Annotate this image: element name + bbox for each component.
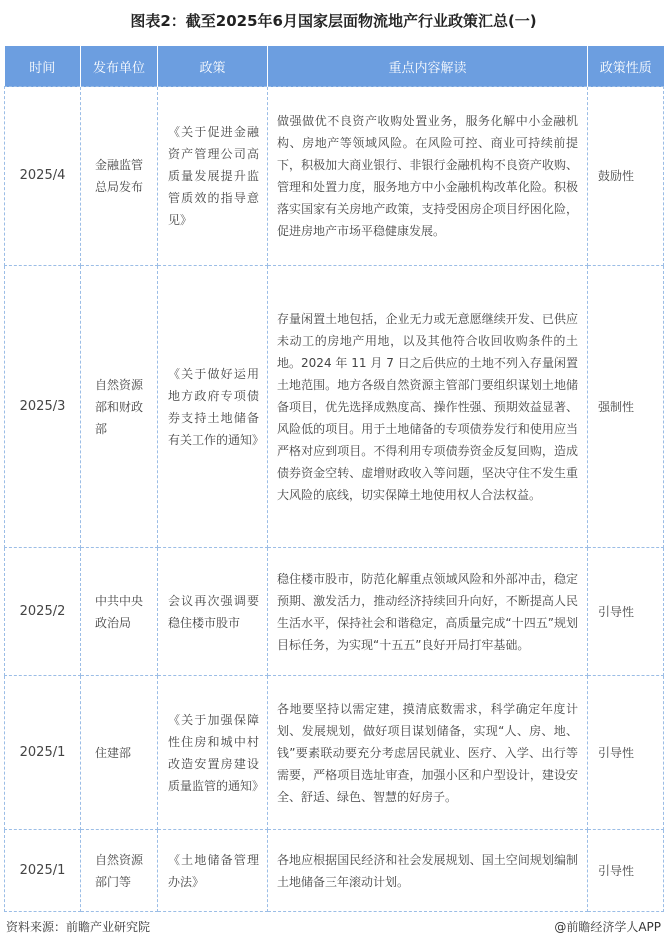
cell-policy: 《关于做好运用地方政府专项债券支持土地储备有关工作的通知》 xyxy=(158,266,268,548)
header-content: 重点内容解读 xyxy=(268,46,588,87)
cell-time: 2025/1 xyxy=(5,676,81,830)
cell-time: 2025/2 xyxy=(5,548,81,676)
cell-nature: 引导性 xyxy=(588,830,664,912)
cell-nature: 引导性 xyxy=(588,676,664,830)
cell-content: 各地应根据国民经济和社会发展规划、国土空间规划编制土地储备三年滚动计划。 xyxy=(268,830,588,912)
table-row xyxy=(5,87,664,266)
cell-nature: 鼓励性 xyxy=(588,87,664,266)
header-unit: 发布单位 xyxy=(81,46,158,87)
table-row xyxy=(5,548,664,676)
table-row xyxy=(5,676,664,830)
cell-content: 存量闲置土地包括，企业无力或无意愿继续开发、已供应未动工的房地产用地，以及其他符合收回收购条件的土地。2024 年 11 月 7 日之后供应的土地不列入存量闲置土地范围。地方各级自然资源主管部门要组织谋划土地储备项目，优先选择成熟度高、操作性强、预期效益显著、风险低的项目。用于土地储备的专项债券发行和使用应当严格对应到项目。不得利用专项债券资金反复回购，造成债券资金空转、虚增财政收入等问题，坚决守住不发生重大风险的底线，切实保障土地使用权人合法权益。 xyxy=(268,266,588,548)
cell-policy: 会议再次强调要稳住楼市股市 xyxy=(158,548,268,676)
brand-credit: @前瞻经济学人APP xyxy=(554,920,661,934)
table-header-row xyxy=(5,46,664,87)
source-note: 资料来源：前瞻产业研究院 xyxy=(6,920,151,934)
header-policy: 政策 xyxy=(158,46,268,87)
cell-nature: 引导性 xyxy=(588,548,664,676)
header-nature: 政策性质 xyxy=(588,46,664,87)
cell-content: 稳住楼市股市，防范化解重点领域风险和外部冲击，稳定预期、激发活力，推动经济持续回升向好，不断提高人民生活水平，保持社会和谐稳定，高质量完成“十四五”规划目标任务，为实现“十五五”良好开局打牢基础。 xyxy=(268,548,588,676)
table-row xyxy=(5,830,664,912)
cell-policy: 《关于加强保障性住房和城中村改造安置房建设质量监管的通知》 xyxy=(158,676,268,830)
cell-unit: 金融监管总局发布 xyxy=(81,87,158,266)
cell-unit: 自然资源部和财政部 xyxy=(81,266,158,548)
cell-time: 2025/3 xyxy=(5,266,81,548)
page-title: 图表2：截至2025年6月国家层面物流地产行业政策汇总(一) xyxy=(130,12,537,30)
cell-unit: 住建部 xyxy=(81,676,158,830)
cell-content: 各地要坚持以需定建，摸清底数需求，科学确定年度计划、发展规划，做好项目谋划储备，实现“人、房、地、钱”要素联动要充分考虑居民就业、医疗、入学、出行等需要，严格项目选址审查，加强小区和户型设计，建设安全、舒适、绿色、智慧的好房子。 xyxy=(268,676,588,830)
cell-nature: 强制性 xyxy=(588,266,664,548)
cell-policy: 《土地储备管理办法》 xyxy=(158,830,268,912)
cell-unit: 自然资源部门等 xyxy=(81,830,158,912)
cell-time: 2025/1 xyxy=(5,830,81,912)
cell-time: 2025/4 xyxy=(5,87,81,266)
cell-policy: 《关于促进金融资产管理公司高质量发展提升监管质效的指导意见》 xyxy=(158,87,268,266)
table-row xyxy=(5,266,664,548)
cell-unit: 中共中央政治局 xyxy=(81,548,158,676)
cell-content: 做强做优不良资产收购处置业务，服务化解中小金融机构、房地产等领域风险。在风险可控、商业可持续前提下，积极加大商业银行、非银行金融机构不良资产收购、管理和处置力度，服务地方中小金融机构改革化险。积极落实国家有关房地产政策，支持受困房企项目纾困化险，促进房地产市场平稳健康发展。 xyxy=(268,87,588,266)
policy-table-container xyxy=(4,46,663,912)
policy-table xyxy=(4,46,664,912)
header-time: 时间 xyxy=(5,46,81,87)
